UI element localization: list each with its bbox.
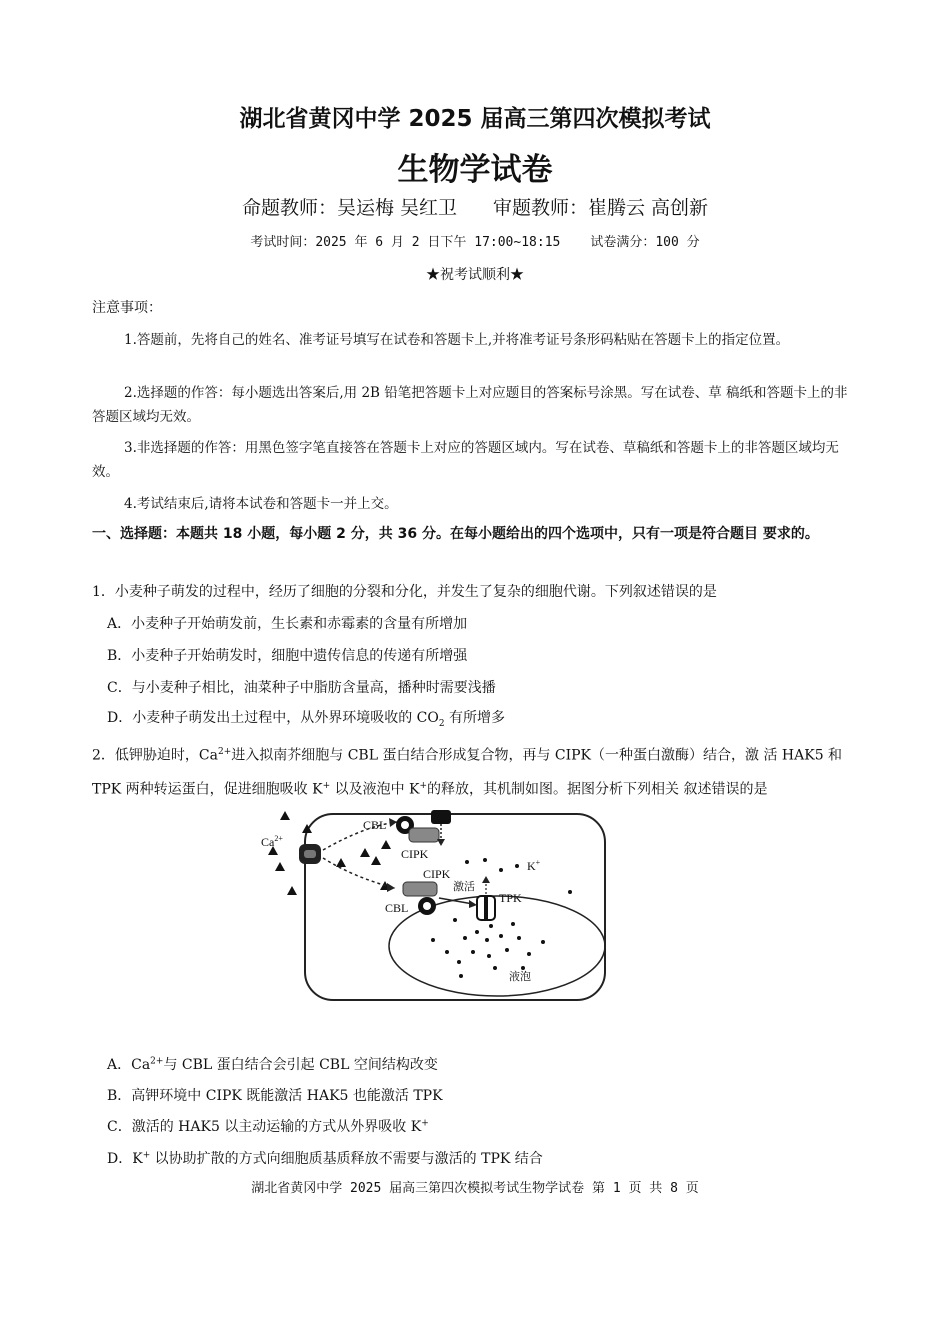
note-item: 4.考试结束后,请将本试卷和答题卡一并上交。 (124, 496, 398, 512)
label-cipk-upper: CIPK (401, 847, 429, 861)
label-activate: 激活 (453, 880, 475, 893)
question-1-option-b: B．小麦种子开始萌发时，细胞中遗传信息的传递有所增强 (107, 648, 468, 664)
page-footer: 湖北省黄冈中学 2025 届高三第四次模拟考试生物学试卷 第 1 页 共 8 页 (251, 1181, 699, 1196)
label-vacuole: 液泡 (509, 970, 531, 983)
teachers-line (0, 193, 950, 220)
exam-info (0, 231, 950, 250)
question-1-option-c: C．与小麦种子相比，油菜种子中脂肪含量高，播种时需要浅播 (107, 680, 496, 696)
hak5-channel (299, 844, 321, 864)
question-1-stem: 1．小麦种子萌发的过程中，经历了细胞的分裂和分化，并发生了复杂的细胞代谢。下列叙述错误的是 (92, 584, 717, 600)
exam-title: 湖北省黄冈中学 2025 届高三第四次模拟考试 (239, 106, 711, 132)
reviewers: 审题教师：崔腾云 高创新 (493, 197, 709, 219)
question-2-option-d: D．K+ 以协助扩散的方式向细胞质基质释放不需要与激活的 TPK 结合 (107, 1150, 543, 1167)
question-1-option-a: A．小麦种子开始萌发前，生长素和赤霉素的含量有所增加 (107, 616, 468, 632)
section-heading: 一、选择题：本题共 18 小题，每小题 2 分，共 36 分。在每小题给出的四个选项中，只有一项是符合题目 要求的。 (92, 526, 819, 542)
question-1-option-d: D．小麦种子萌发出土过程中，从外界环境吸收的 $CO_2$ 有所增多 (107, 710, 506, 729)
note-item: 1.答题前，先将自己的姓名、准考证号填写在试卷和答题卡上,并将准考证号条形码粘贴在答题卡上的指定位置。 (124, 332, 790, 348)
exam-subject: 生物学试卷 (397, 152, 553, 188)
potassium-transport-diagram (255, 808, 615, 1008)
good-luck-note: ★祝考试顺利★ (426, 267, 524, 283)
setters: 命题教师：吴运梅 吴红卫 (241, 197, 457, 219)
question-2-option-b: B．高钾环境中 CIPK 既能激活 HAK5 也能激活 TPK (107, 1088, 443, 1104)
top-channel (431, 810, 451, 824)
note-item: 2.选择题的作答：每小题选出答案后,用 2B 铅笔把答题卡上对应题目的答案标号涂黑。写在试卷、草 稿纸和答题卡上的非答题区域均无效。 (92, 385, 848, 425)
potassium-ions (431, 858, 572, 978)
label-cbl-upper: CBL (363, 818, 387, 832)
label-cbl-lower: CBL (385, 901, 409, 915)
label-k-ion: K+ (527, 858, 541, 873)
question-2-stem: 2．低钾胁迫时，$Ca^{2+}$进入拟南芥细胞与 CBL 蛋白结合形成复合物，再与 CIPK（一种蛋白激酶）结合，激 活 HAK5 和 TPK 两种转运蛋白，促进细胞吸收 K+ 以及液泡中 K+的释放，其机制如图。据图分析下列相关 叙述错误的是 (92, 747, 843, 798)
exam-time: 考试时间：2025 年 6 月 2 日下午 17:00~18:15 (250, 235, 561, 250)
question-2-option-a: A．$Ca^{2+}$与 CBL 蛋白结合会引起 CBL 空间结构改变 (107, 1056, 438, 1073)
label-calcium: $Ca^{2+}$ (261, 834, 283, 849)
full-score: 试卷满分：100 分 (590, 235, 700, 250)
label-tpk: TPK (499, 891, 522, 905)
label-cipk-lower: CIPK (423, 867, 451, 881)
notes-title: 注意事项： (92, 300, 162, 316)
note-item: 3.非选择题的作答：用黑色签字笔直接答在答题卡上对应的答题区域内。写在试卷、草稿纸和答题卡上的非答题区域均无效。 (92, 440, 839, 480)
cell-membrane (305, 814, 605, 1000)
question-2-option-c: C．激活的 HAK5 以主动运输的方式从外界吸收 K+ (107, 1118, 429, 1135)
tpk-channel (477, 896, 495, 920)
